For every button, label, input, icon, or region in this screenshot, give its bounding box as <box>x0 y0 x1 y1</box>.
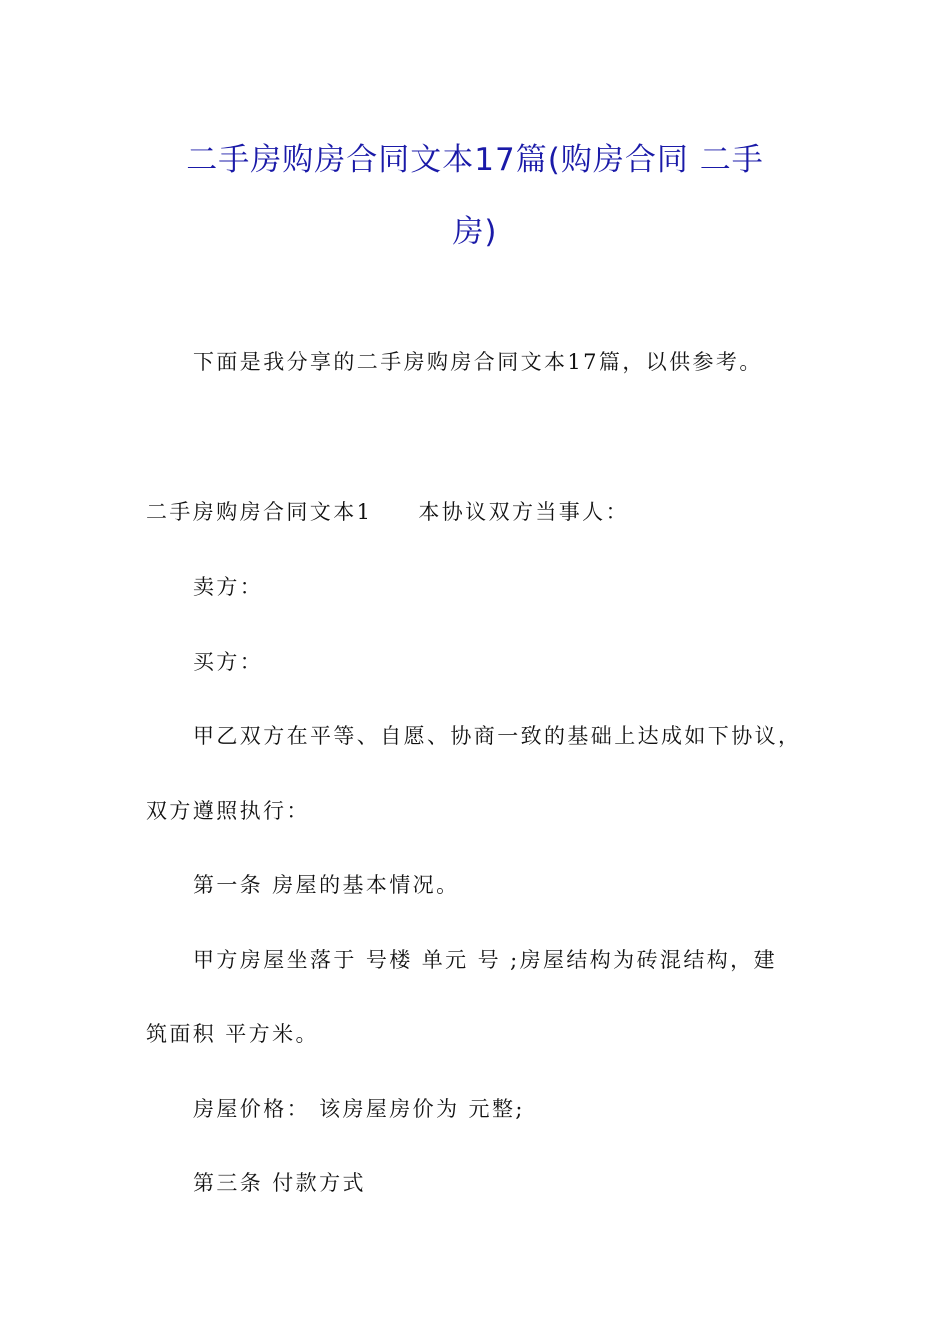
location-paragraph-line-2: 筑面积 平方米。 <box>146 1022 319 1046</box>
price-line: 房屋价格： 该房屋房价为 元整; <box>193 1097 525 1121</box>
document-title-line-1: 二手房购房合同文本17篇(购房合同 二手 <box>186 142 764 178</box>
section-heading-continuation: 本协议双方当事人： <box>418 500 629 524</box>
section-heading: 二手房购房合同文本1 <box>146 500 373 524</box>
intro-paragraph: 下面是我分享的二手房购房合同文本17篇，以供参考。 <box>193 350 763 374</box>
agreement-paragraph-line-2: 双方遵照执行： <box>146 799 310 823</box>
article-3-heading: 第三条 付款方式 <box>193 1171 366 1195</box>
article-1-heading: 第一条 房屋的基本情况。 <box>193 873 460 897</box>
document-title-line-2: 房) <box>452 214 498 250</box>
location-paragraph-line-1: 甲方房屋坐落于 号楼 单元 号 ;房屋结构为砖混结构，建 <box>193 948 777 972</box>
seller-line: 卖方： <box>193 575 264 599</box>
section-heading-row <box>146 496 629 526</box>
agreement-paragraph-line-1: 甲乙双方在平等、自愿、协商一致的基础上达成如下协议， <box>193 724 802 748</box>
buyer-line: 买方： <box>193 650 264 674</box>
